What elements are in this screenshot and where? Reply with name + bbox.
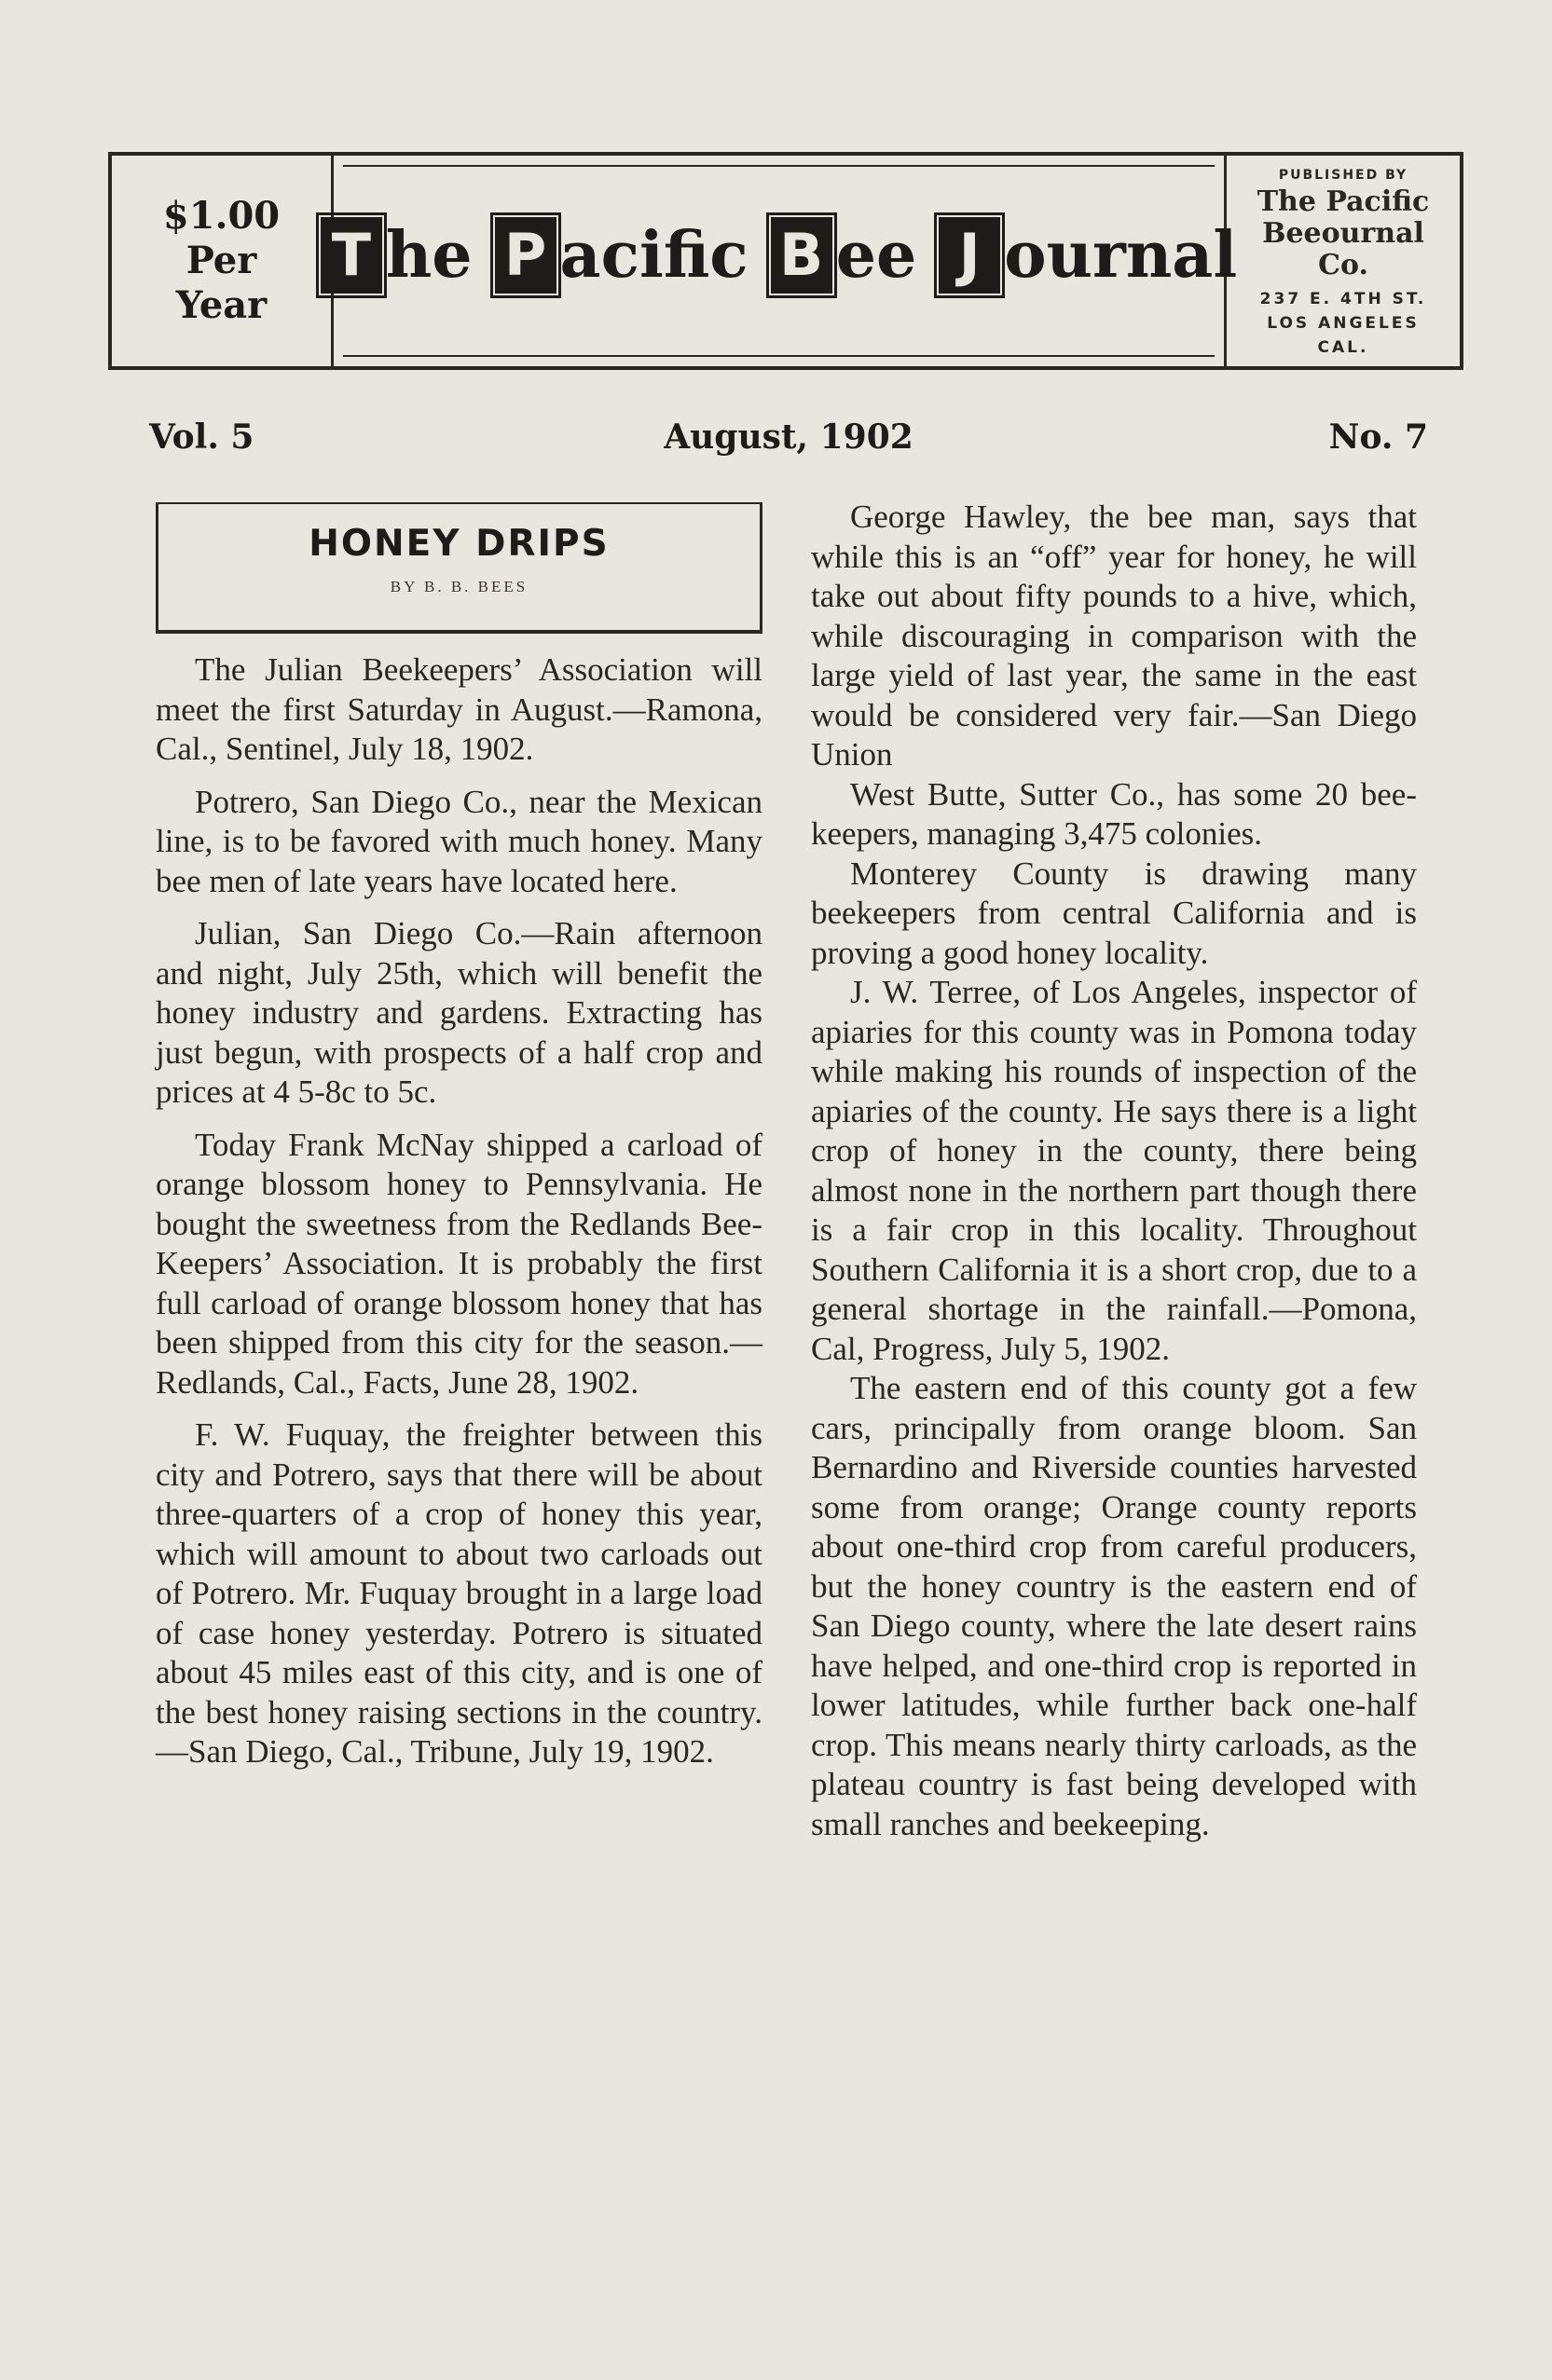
article-heading-box — [156, 502, 762, 634]
publisher-name-line3: Co. — [1318, 249, 1368, 281]
title-rule-bottom — [343, 355, 1215, 357]
paragraph-west-butte: West Butte, Sutter Co., has some 20 bee-keepers, managing 3,475 colonies. — [811, 775, 1417, 852]
issue-number: No. 7 — [1328, 417, 1428, 457]
title-word-bee — [771, 217, 917, 294]
publisher-address-line1: 237 E. 4TH ST. — [1259, 290, 1427, 308]
title-word-journal — [939, 217, 1237, 294]
paragraph-eastern-end: The eastern end of this county got a few cars, principally from orange bloom. San Bernardino and Riverside counties harvested some from orange; Orange county reports about one-third crop from careful producers, but the honey country is the eastern end of San Diego county, where the late desert rains have helped, and one-third crop is reported in lower latitudes, while further back one-half crop. This means nearly thirty carloads, as the plateau country is fast being developed with small ranches and beekeeping. — [811, 1370, 1417, 1842]
title-word-pacific — [495, 217, 749, 294]
title-rest-pacific: acific — [559, 218, 749, 293]
title-rest-the: he — [385, 218, 473, 293]
title-initial-b: B — [771, 217, 832, 294]
article-title: HONEY DRIPS — [309, 523, 610, 565]
price-period: Year — [175, 283, 268, 327]
left-column — [156, 650, 762, 1772]
masthead — [108, 152, 1463, 370]
right-column — [811, 498, 1417, 1844]
title-rest-journal: ournal — [1004, 218, 1238, 293]
title-word-the — [321, 217, 473, 294]
paragraph-potrero: Potrero, San Diego Co., near the Mexican line, is to be favored with much honey. Many bee men of late years have located here. — [156, 783, 762, 899]
price-per: Per — [185, 239, 257, 282]
journal-title — [331, 217, 1238, 294]
title-rule-top — [343, 165, 1215, 167]
issue-line — [149, 417, 1428, 464]
publisher-name-line2: Beeournal — [1262, 217, 1424, 250]
paragraph-george-hawley: George Hawley, the bee man, says that while this is an “off” year for honey, he will take out about fifty pounds to a hive, which, while discouraging in comparison with the large yield of last year, the same in the east would be considered very fair.—San Diego Union — [811, 499, 1417, 773]
paragraph-julian-rain: Julian, San Diego Co.—Rain afternoon and night, July 25th, which will benefit the honey industry and gardens. Extracting has just begun, with prospects of a half crop and prices at 4 5-8c to 5c. — [156, 915, 762, 1110]
subscription-price — [108, 156, 334, 366]
published-by-label: PUBLISHED BY — [1278, 168, 1408, 183]
paragraph-fuquay: F. W. Fuquay, the freighter between this city and Potrero, says that there will be about three-quarters of a crop of honey this year, which will amount to about two carloads out of Potrero. Mr. Fuquay brought in a large load of case honey yesterday. Potrero is situated about 45 miles east of this city, and is one of the best honey raising sections in the country.—San Diego, Cal., Tribune, July 19, 1902. — [156, 1416, 762, 1770]
paragraph-julian-association: The Julian Beekeepers’ Association will meet the first Saturday in August.—Ramona, Cal., Sentinel, July 18, 1902. — [156, 651, 762, 767]
publisher-address-line3: CAL. — [1317, 338, 1369, 357]
title-rest-bee: ee — [835, 218, 917, 293]
paragraph-monterey: Monterey County is drawing many beekeepers from central California and is proving a good honey locality. — [811, 855, 1417, 971]
issue-date: August, 1902 — [664, 417, 913, 457]
title-initial-j: J — [939, 217, 1000, 294]
title-initial-p: P — [495, 217, 556, 294]
article-byline: BY B. B. BEES — [390, 578, 529, 595]
publisher-name-line1: The Pacific — [1257, 185, 1430, 218]
publisher-info — [1227, 156, 1463, 366]
paragraph-terree: J. W. Terree, of Los Angeles, inspector of apiaries for this county was in Pomona today while making his rounds of inspection of the apiaries of the county. He says there is a light crop of honey in the county, there being almost none in the northern part though there is a fair crop in this locality. Throughout Southern California it is a short crop, due to a general shortage in the rainfall.—Pomona, Cal, Progress, July 5, 1902. — [811, 974, 1417, 1367]
price-amount: $1.00 — [162, 194, 281, 238]
title-initial-t: T — [321, 217, 382, 294]
paragraph-frank-mcnay: Today Frank McNay shipped a carload of orange blossom honey to Pennsylvania. He bought the sweetness from the Redlands Bee-Keepers’ Association. It is probably the first full carload of orange blossom honey that has been shipped from this city for the season.—Redlands, Cal., Facts, June 28, 1902. — [156, 1126, 762, 1401]
publisher-address-line2: LOS ANGELES — [1267, 314, 1420, 333]
journal-title-panel — [331, 156, 1238, 366]
issue-volume: Vol. 5 — [149, 417, 254, 457]
